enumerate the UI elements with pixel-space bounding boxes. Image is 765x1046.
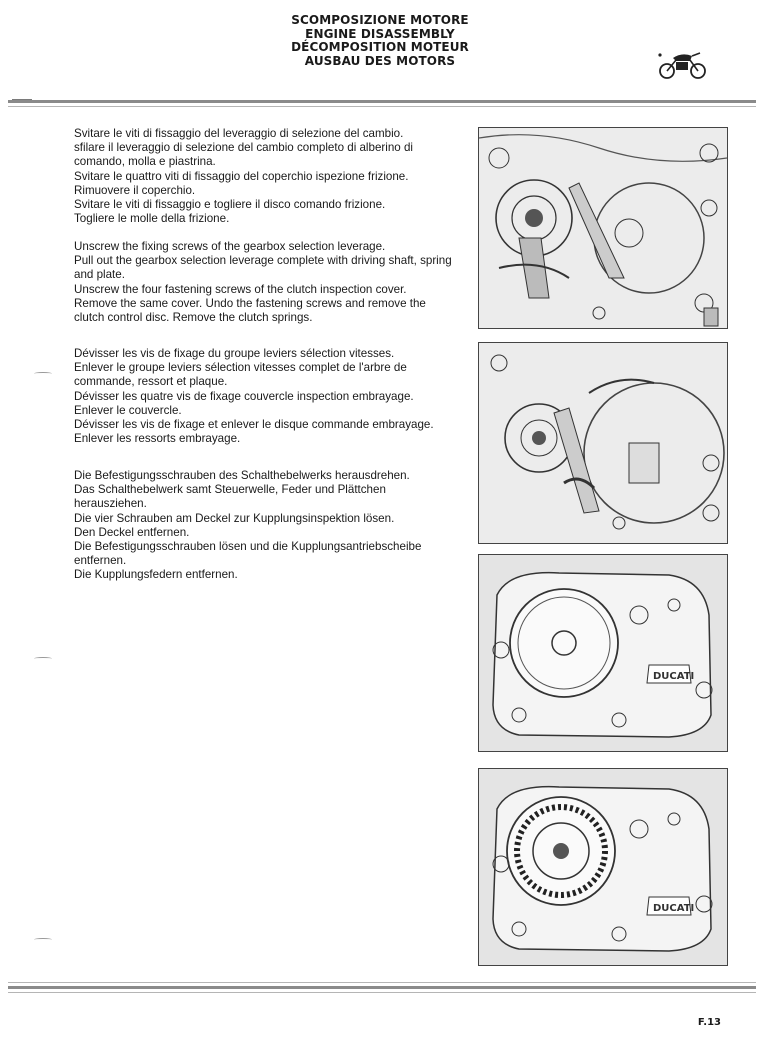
title-italian: SCOMPOSIZIONE MOTORE — [291, 13, 469, 27]
text-line: Dévisser les quatre vis de fixage couvercle inspection embrayage. — [74, 389, 414, 403]
page-number: F.13 — [697, 1017, 721, 1028]
text-line: sfilare il leveraggio di selezione del cambio completo di alberino di comando, molla e piastrina. — [74, 141, 413, 169]
top-rule-thin — [8, 106, 756, 107]
text-line: Rimuovere il coperchio. — [74, 183, 196, 197]
text-line: Unscrew the four fastening screws of the clutch inspection cover. — [74, 282, 407, 296]
photo-crankcase-cover — [478, 554, 728, 752]
photo-crankcase-clutch — [478, 768, 728, 966]
margin-mark — [34, 657, 52, 660]
motorcycle-icon — [656, 46, 708, 80]
text-line: Die Kupplungsfedern entfernen. — [74, 568, 238, 582]
text-line: Pull out the gearbox selection leverage complete with driving shaft, spring and plate. — [74, 254, 452, 282]
brand-label: DUCATI — [653, 671, 695, 682]
text-german — [74, 469, 458, 583]
text-french — [74, 347, 458, 446]
text-italian — [74, 127, 458, 226]
title-english: ENGINE DISASSEMBLY — [305, 26, 455, 41]
text-line: Dévisser les vis de fixage du groupe leviers sélection vitesses. — [74, 347, 395, 360]
title-french: DÉCOMPOSITION MOTEUR — [291, 40, 469, 54]
top-rule — [8, 100, 756, 103]
brand-label: DUCATI — [653, 903, 695, 914]
bottom-rule-thin — [8, 992, 756, 993]
photo-gearbox-leverage — [478, 127, 728, 329]
bottom-rule-thin — [8, 982, 756, 983]
page-header — [250, 14, 510, 68]
text-line: Unscrew the fixing screws of the gearbox selection leverage. — [74, 240, 386, 253]
text-line: Die Befestigungsschrauben des Schalthebelwerks herausdrehen. — [74, 469, 410, 482]
text-line: Togliere le molle della frizione. — [74, 212, 230, 226]
text-line: Svitare le quattro viti di fissaggio del coperchio ispezione frizione. — [74, 169, 409, 183]
bottom-rule — [8, 986, 756, 989]
text-line: Svitare le viti di fissaggio del leveraggio di selezione del cambio. — [74, 127, 404, 140]
text-line: Remove the same cover. Undo the fastening screws and remove the clutch control disc. Remove the clutch springs. — [74, 296, 426, 325]
text-line: Enlever le groupe leviers sélection vitesses complet de l'arbre de commande, ressort et plaque. — [74, 361, 407, 389]
text-line: Svitare le viti di fissaggio e togliere il disco comando frizione. — [74, 198, 386, 212]
title-german: AUSBAU DES MOTORS — [304, 53, 456, 68]
text-line: Dévisser les vis de fixage et enlever le disque commande embrayage. Enlever les ressorts embrayage. — [74, 418, 434, 446]
margin-mark — [34, 938, 52, 941]
text-line: Die Befestigungsschrauben lösen und die Kupplungsantriebscheibe entfernen. — [74, 540, 422, 568]
text-line: Den Deckel entfernen. — [74, 525, 190, 539]
text-line: Enlever le couvercle. — [74, 403, 182, 417]
photo-clutch-cover — [478, 342, 728, 544]
text-line: Die vier Schrauben am Deckel zur Kupplungsinspektion lösen. — [74, 511, 395, 525]
margin-mark — [34, 372, 52, 375]
text-english — [74, 240, 458, 325]
text-line: Das Schalthebelwerk samt Steuerwelle, Feder und Plättchen herausziehen. — [74, 483, 386, 511]
